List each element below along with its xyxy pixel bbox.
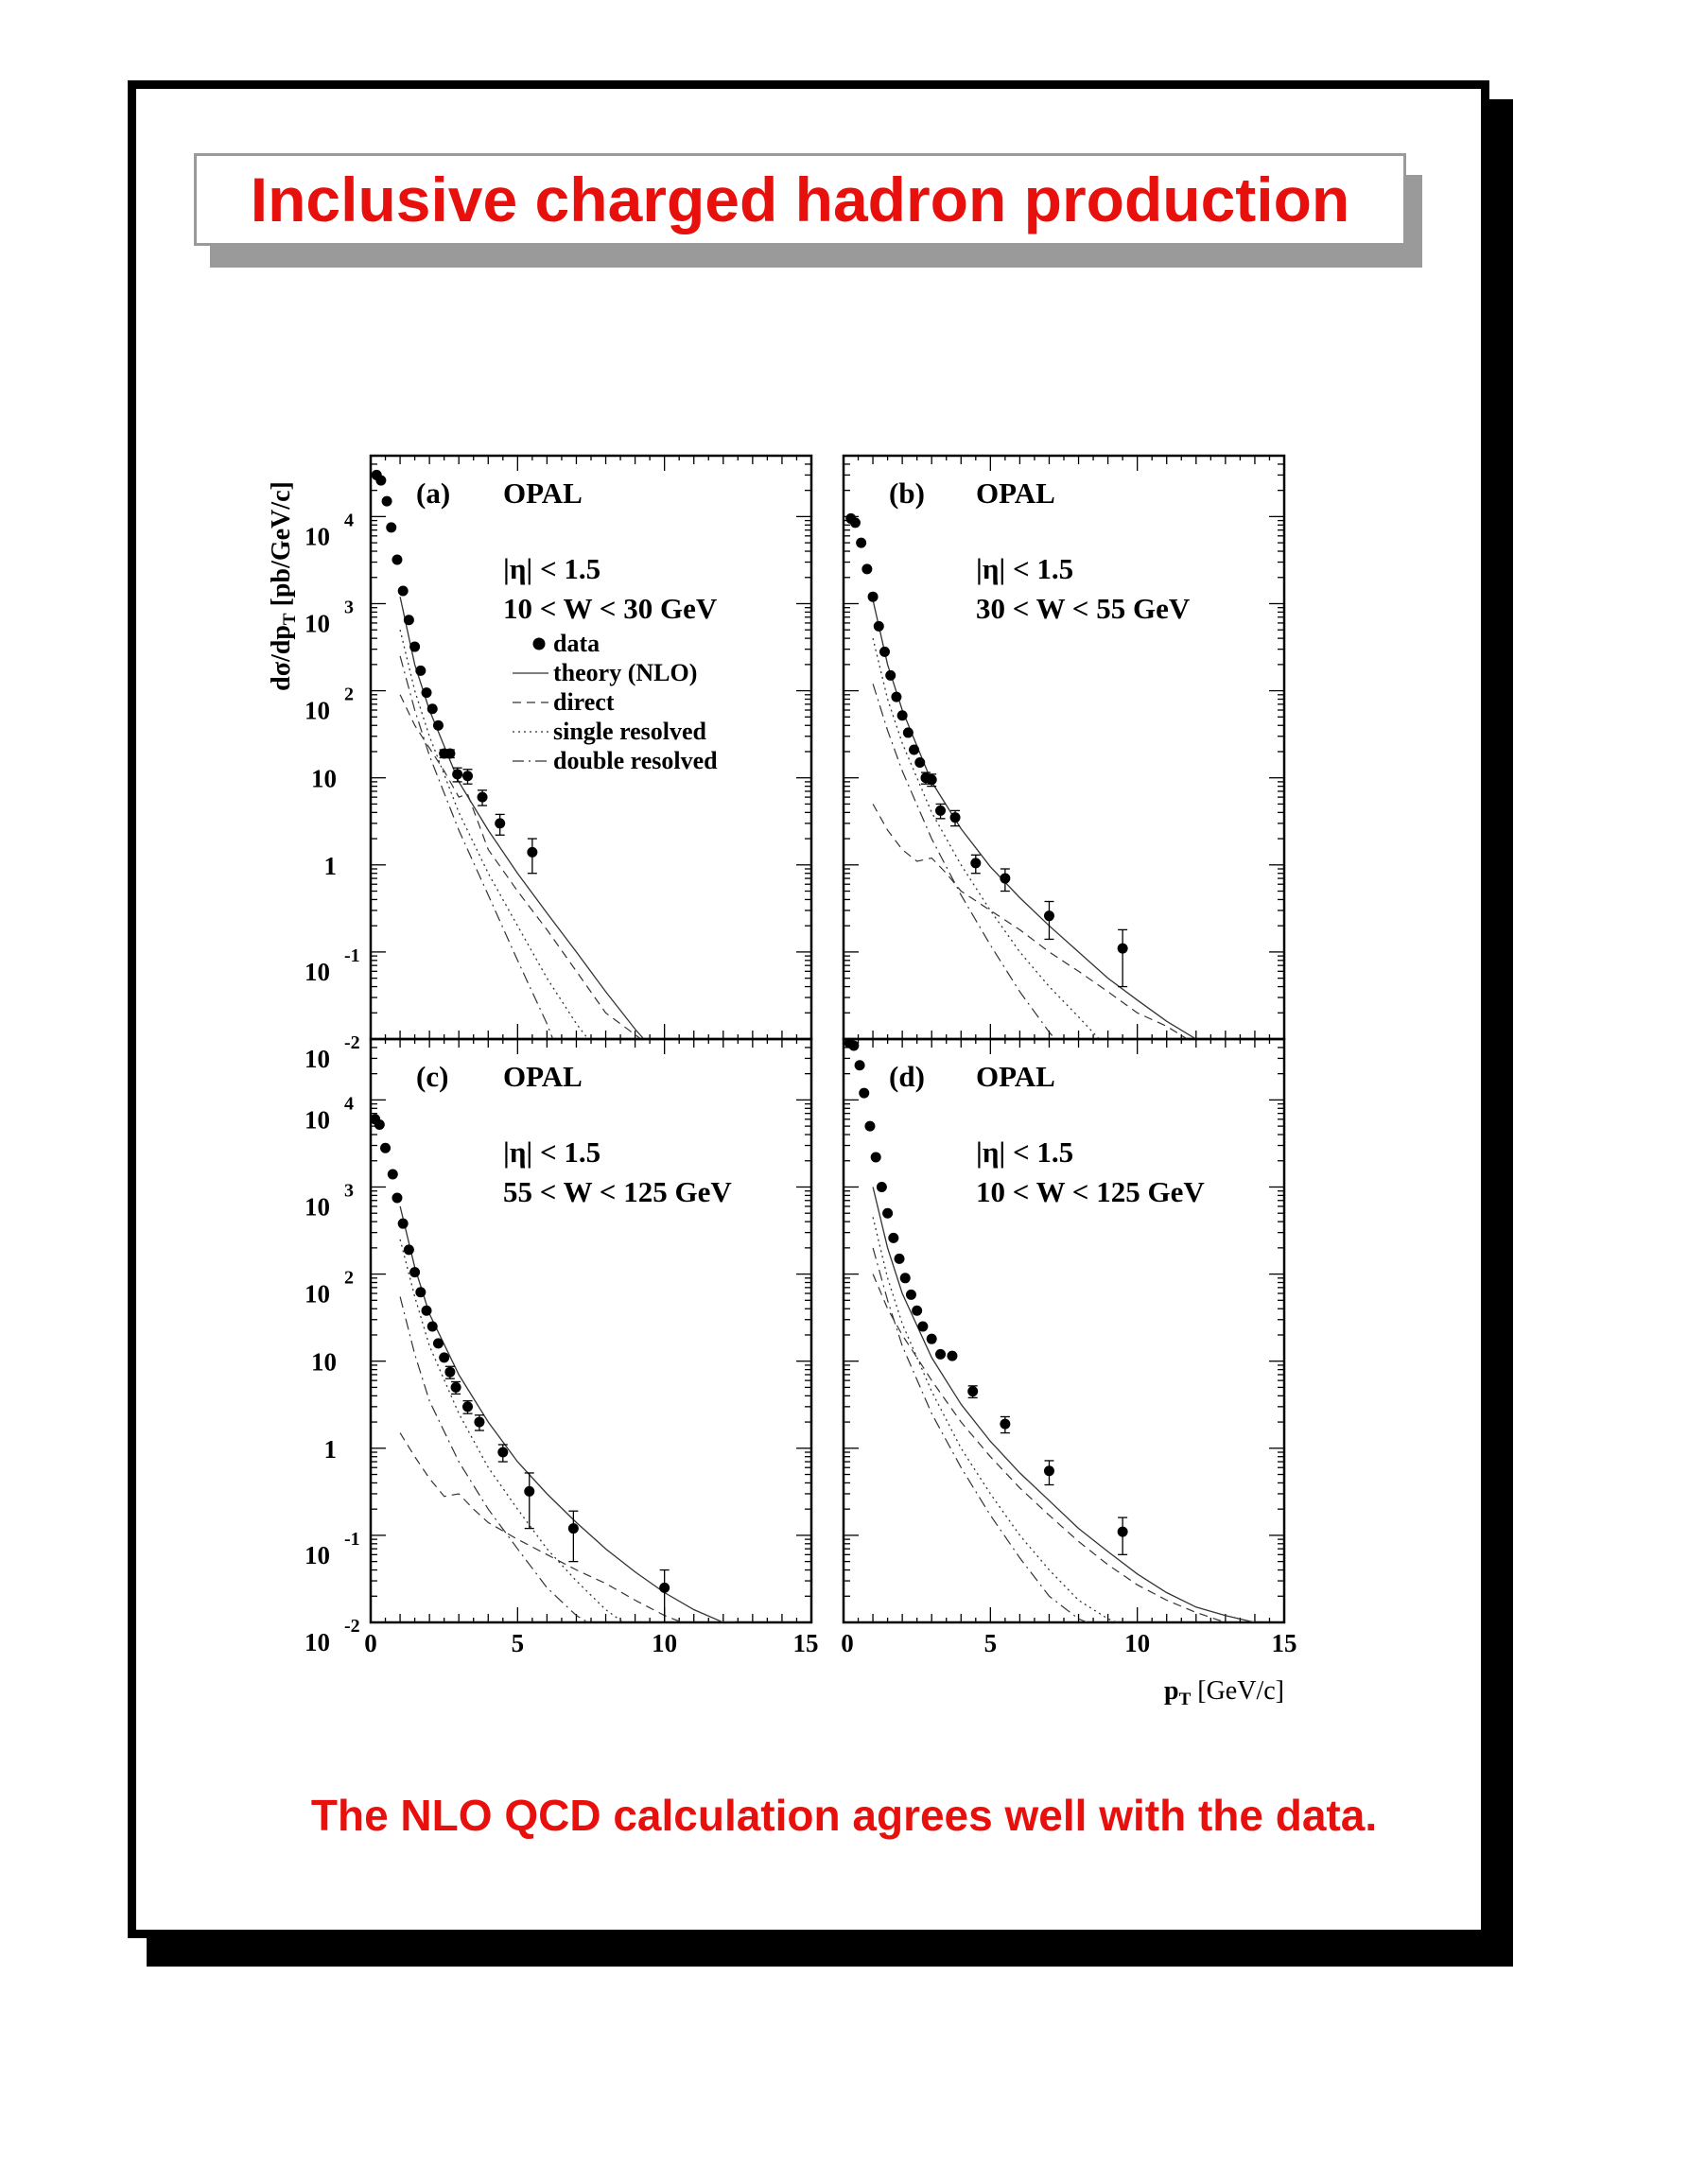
legend-theory: theory (NLO) <box>553 659 698 686</box>
y-tick-label: 10 <box>305 957 330 986</box>
x-tick-label: 15 <box>792 1629 819 1657</box>
data-point <box>659 1583 670 1593</box>
data-point <box>914 757 925 768</box>
data-point <box>935 806 946 816</box>
w-range: 55 < W < 125 GeV <box>503 1175 732 1208</box>
data-point <box>970 858 981 868</box>
data-point <box>452 769 462 779</box>
data-point <box>947 1351 957 1361</box>
data-point <box>859 1088 869 1099</box>
page-title: Inclusive charged hadron production <box>250 165 1350 234</box>
data-point <box>524 1486 534 1497</box>
curves <box>873 600 1196 1039</box>
data-point <box>891 692 901 702</box>
curves <box>400 1206 735 1622</box>
data-point <box>906 1290 916 1300</box>
data-point <box>1000 1419 1010 1430</box>
y-tick-label: 10 <box>311 764 337 793</box>
y-tick-exponent: 2 <box>344 684 354 705</box>
y-tick-exponent: -1 <box>344 945 360 966</box>
curve-single <box>400 1239 623 1622</box>
y-tick-label: 10 <box>305 1279 330 1309</box>
data-point <box>871 1152 881 1162</box>
panel-d <box>844 1038 1284 1622</box>
data-point <box>478 792 488 803</box>
x-tick-label: 0 <box>364 1629 377 1657</box>
data-point <box>404 615 414 625</box>
legend-data: data <box>553 630 600 657</box>
data-point <box>433 720 444 731</box>
experiment-label: OPAL <box>976 1060 1055 1093</box>
curve-direct <box>873 804 1187 1039</box>
data-point <box>848 1040 859 1050</box>
data-point <box>950 812 961 823</box>
data-point <box>927 1334 937 1344</box>
x-tick-label: 5 <box>983 1629 998 1657</box>
data-point <box>927 774 937 785</box>
data-point <box>861 563 872 574</box>
data-point <box>568 1523 579 1534</box>
data-point <box>1044 910 1054 921</box>
experiment-label: OPAL <box>503 1060 583 1093</box>
y-tick-exponent: 4 <box>344 510 354 531</box>
legend-single: single resolved <box>553 718 707 745</box>
panel-label: (c) <box>416 1060 449 1093</box>
data-point <box>374 1119 385 1130</box>
eta-cut: |η| < 1.5 <box>976 1135 1074 1169</box>
data-point <box>380 1143 391 1153</box>
data-point <box>415 1287 426 1297</box>
data-point <box>462 1401 473 1412</box>
eta-cut: |η| < 1.5 <box>976 552 1074 585</box>
data-point <box>392 554 402 564</box>
legend-double: double resolved <box>553 747 718 774</box>
data-point <box>909 745 919 755</box>
data-point <box>935 1349 946 1360</box>
data-point <box>404 1244 414 1255</box>
panel-a <box>371 456 811 1039</box>
panel-c <box>370 1039 811 1622</box>
data-point <box>422 1306 432 1316</box>
y-tick-exponent: 2 <box>344 1267 354 1289</box>
x-tick-label: 10 <box>652 1629 678 1657</box>
data-point <box>1044 1465 1054 1476</box>
curve-theory <box>873 1187 1255 1623</box>
data-point <box>439 1352 449 1362</box>
data-point <box>856 538 866 548</box>
x-axis-title: $p_T$ [GeV/c] <box>1164 1676 1284 1709</box>
experiment-label: OPAL <box>503 477 583 510</box>
data-point <box>895 1254 905 1264</box>
data-point <box>462 771 473 781</box>
curve-double <box>400 1297 588 1623</box>
data-point <box>427 1322 438 1332</box>
y-tick-label: 1 <box>323 1434 337 1464</box>
data-point <box>877 1182 887 1192</box>
legend <box>513 630 718 774</box>
data-point <box>882 1208 893 1219</box>
data-point <box>903 727 914 737</box>
conclusion-text: The NLO QCD calculation agrees well with the data. <box>310 1791 1378 1840</box>
data-point <box>388 1170 398 1180</box>
data-point <box>1000 874 1010 884</box>
data-point <box>495 818 505 828</box>
data-point <box>398 1219 409 1229</box>
y-axis-title: $d\sigma/dp_T$ [pb/GeV/c] <box>267 481 300 691</box>
x-tick-label: 10 <box>1124 1629 1151 1657</box>
y-tick-labels <box>305 510 360 1656</box>
data-point <box>967 1386 978 1396</box>
y-tick-label: 10 <box>305 696 330 725</box>
y-tick-exponent: 3 <box>344 597 354 618</box>
data-point <box>409 1267 420 1277</box>
eta-cut: |η| < 1.5 <box>503 552 601 585</box>
y-tick-label: 10 <box>305 1105 330 1135</box>
data-point <box>897 710 908 720</box>
y-tick-label: 10 <box>305 522 330 551</box>
curve-theory <box>400 1206 735 1622</box>
data-point <box>433 1338 444 1348</box>
y-tick-label: 10 <box>305 1540 330 1569</box>
y-tick-exponent: -2 <box>344 1616 360 1637</box>
data-point <box>444 749 455 759</box>
data-point <box>879 647 890 657</box>
data-point <box>386 522 396 532</box>
y-tick-exponent: 4 <box>344 1093 354 1115</box>
x-tick-label: 5 <box>511 1629 525 1657</box>
data-point <box>392 1192 402 1203</box>
data-point <box>527 847 537 858</box>
data-point <box>900 1273 911 1283</box>
data-point <box>868 592 879 602</box>
data-point <box>409 642 420 652</box>
y-tick-label: 1 <box>323 851 337 880</box>
y-tick-label: 10 <box>305 609 330 638</box>
y-tick-exponent: -1 <box>344 1528 360 1550</box>
y-tick-label: 10 <box>305 1045 330 1073</box>
data-point <box>874 621 884 632</box>
data-point <box>382 496 392 507</box>
data-point <box>415 666 426 676</box>
data-point <box>375 476 386 486</box>
y-tick-label: 10 <box>311 1347 337 1377</box>
data-point <box>917 1322 928 1332</box>
w-range: 10 < W < 30 GeV <box>503 592 718 625</box>
data-point <box>444 1367 455 1378</box>
data-point <box>474 1417 484 1428</box>
data-point <box>451 1382 461 1393</box>
y-tick-exponent: 3 <box>344 1180 354 1202</box>
data-point <box>912 1306 922 1316</box>
panel-b <box>844 456 1284 1039</box>
w-range: 30 < W < 55 GeV <box>976 592 1191 625</box>
x-tick-label: 0 <box>841 1629 854 1657</box>
legend-direct: direct <box>553 688 615 716</box>
data-point <box>855 1060 865 1070</box>
data-point <box>398 586 409 597</box>
y-tick-label: 10 <box>305 1192 330 1222</box>
panel-label: (b) <box>889 477 925 510</box>
data-series <box>372 470 538 874</box>
legend-data-marker <box>533 638 546 650</box>
x-tick-label: 15 <box>1271 1629 1297 1657</box>
data-point <box>427 703 438 714</box>
experiment-label: OPAL <box>976 477 1055 510</box>
y-tick-label: 10 <box>305 1628 330 1656</box>
data-point <box>1118 944 1128 954</box>
eta-cut: |η| < 1.5 <box>503 1135 601 1169</box>
data-point <box>1118 1527 1128 1537</box>
data-point <box>850 517 861 528</box>
w-range: 10 < W < 125 GeV <box>976 1175 1205 1208</box>
data-point <box>888 1233 898 1243</box>
data-point <box>497 1447 508 1458</box>
data-point <box>864 1121 875 1132</box>
y-tick-exponent: -2 <box>344 1032 360 1053</box>
data-point <box>885 670 896 681</box>
curve-theory <box>873 600 1196 1039</box>
panel-label: (a) <box>416 477 451 510</box>
x-tick-labels <box>364 1629 1296 1657</box>
curve-direct <box>400 1433 682 1622</box>
panel-frame <box>844 1039 1284 1622</box>
curves <box>873 1187 1255 1623</box>
curve-double <box>873 1248 1088 1622</box>
curve-single <box>873 638 1099 1039</box>
panel-label: (d) <box>889 1060 925 1093</box>
data-point <box>422 687 432 698</box>
